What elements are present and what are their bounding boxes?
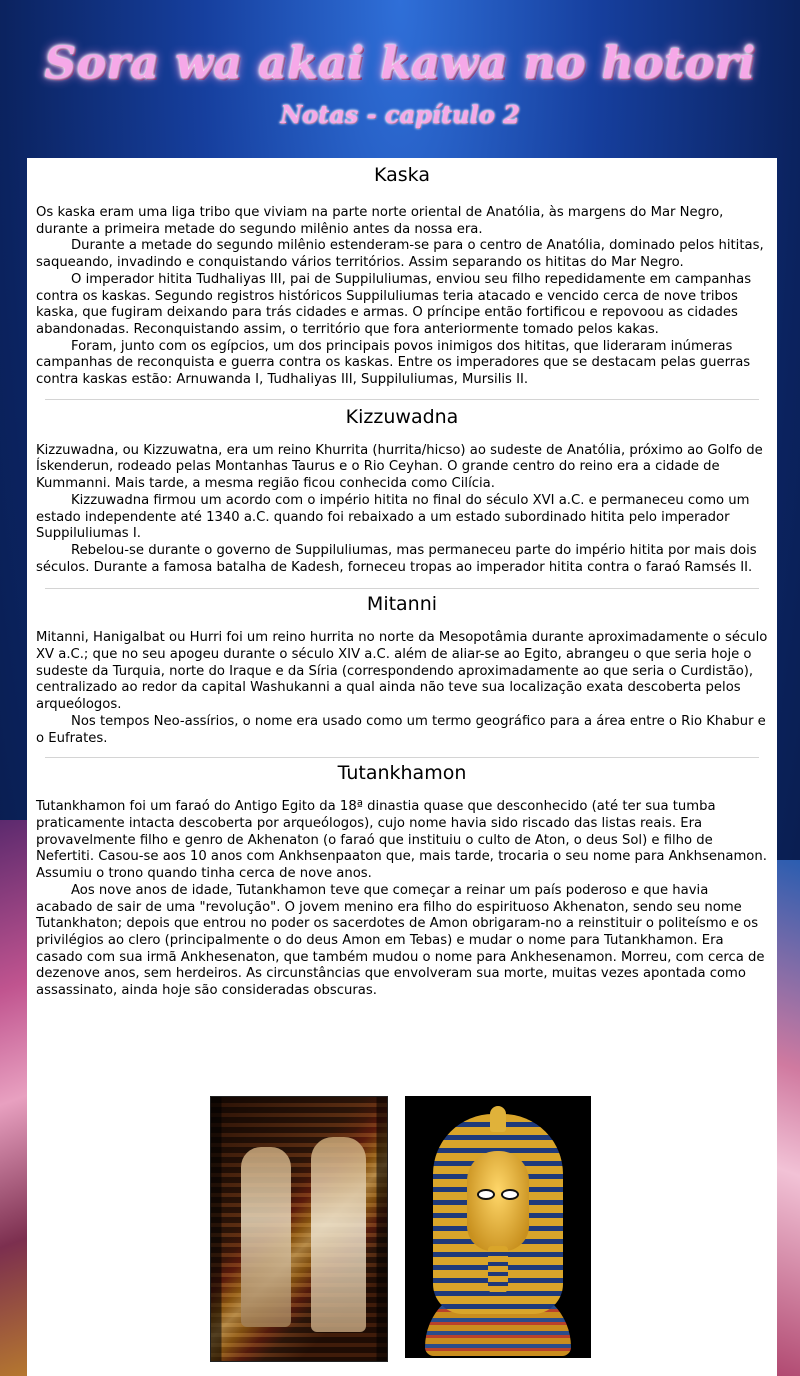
paragraph: Aos nove anos de idade, Tutankhamon teve que começar a reinar um país poderoso e que havia acabado de sair de uma "revolução". O jovem menino era filho do espirituoso Akhenaton, sendo seu nome Tutankhaton; depois que entrou no poder os sacerdotes de Amon obrigaram-no a reinstituir o politeísmo e os privilégios ao clero (principalmente o do deus Amon em Tebas) e mudar o nome para Tutankhamon. Era casado com sua irmã Ankhesenaton, que também mudou o nome para Ankhesenamon. Morreu, com cerca de dezenove anos, sem herdeiros. As circunstâncias que envolveram sua morte, muitas vezes apontada como assassinato, ainda hoje são consideradas obscuras.: [36, 882, 765, 999]
paragraph: Mitanni, Hanigalbat ou Hurri foi um reino hurrita no norte da Mesopotâmia durante aproximadamente o século XV a.C.; que no seu apogeu durante o século XIV a.C. além de aliar-se ao Egito, abrangeu o que seria hoje o sudeste da Turquia, norte do Iraque e da Síria (correspondendo aproximadamente ao que seria o Curdistão), centralizado ao redor da capital Washukanni a qual ainda não teve sua localização exata descoberta pelos arqueólogos.: [36, 630, 768, 713]
paragraph: Tutankhamon foi um faraó do Antigo Egito da 18ª dinastia quase que desconhecido (até ter sua tumba praticamente intacta descoberta por arqueólogos), cujo nome havia sido riscado das listas reais. Era provavelmente filho e genro de Akhenaton (o faraó que instituiu o culto de Aton, o deus Sol) e filho de Nefertiti. Casou-se aos 10 anos com Ankhsenpaaton que, mais tarde, trocaria o seu nome para Ankhsenamon. Assumiu o trono quando tinha cerca de nove anos.: [36, 799, 767, 882]
mask-cobra: [490, 1106, 506, 1132]
section-kaska: [36, 158, 768, 389]
paragraph: Os kaska eram uma liga tribo que viviam na parte norte oriental de Anatólia, às margens do Mar Negro, durante a primeira metade do segundo milênio antes da nossa era.: [36, 205, 724, 237]
paragraph: Kizzuwadna firmou um acordo com o império hitita no final do século XVI a.C. e permaneceu como um estado independente até 1340 a.C. quando foi rebaixado a um estado subordinado hitita pelo imperador Suppiluliumas I.: [36, 492, 750, 542]
section-title: Kizzuwadna: [345, 405, 459, 428]
painting-figure: [241, 1147, 291, 1327]
painting-figure: [311, 1137, 366, 1332]
paragraph: Rebelou-se durante o governo de Suppiluliumas, mas permaneceu parte do império hitita por mais dois séculos. Durante a famosa batalha de Kadesh, forneceu tropas ao imperador hitita contra o faraó Ramsés II.: [36, 542, 757, 575]
mask-eye: [501, 1189, 519, 1200]
content-panel: [27, 158, 777, 1376]
paragraph: Nos tempos Neo-assírios, o nome era usado como um termo geográfico para a área entre o Rio Khabur e o Eufrates.: [36, 713, 766, 746]
tomb-painting-image: [210, 1096, 388, 1362]
mask-face: [467, 1151, 529, 1251]
section-title: Tutankhamon: [337, 762, 467, 785]
section-title: Mitanni: [366, 593, 438, 616]
paragraph: O imperador hitita Tudhaliyas III, pai de Suppiluliumas, enviou seu filho repedidamente em campanhas contra os kaskas. Segundo registros históricos Suppiluliumas teria atacado e vencido cerca de nove tribos kaska, que fugiram deixando para trás cidades e armas. O príncipe então fortificou e repovoou as cidades abandonadas. Reconquistando assim, o território que fora anteriormente tomado pelos kakas.: [36, 271, 752, 337]
golden-mask-image: [405, 1096, 591, 1358]
section-mitanni: [36, 593, 768, 747]
paragraph: Kizzuwadna, ou Kizzuwatna, era um reino Khurrita (hurrita/hicso) ao sudeste de Anatólia, próximo ao Golfo de Ískenderun, rodeado pelas Montanhas Taurus e o Rio Ceyhan. O grande centro do reino era a cidade de Kummanni. Mais tarde, a mesma região ficou conhecida como Cilícia.: [36, 442, 763, 492]
mask-eye: [477, 1189, 495, 1200]
mask-beard: [488, 1246, 508, 1296]
paragraph: Foram, junto com os egípcios, um dos principais povos inimigos dos hititas, que lideraram inúmeras campanhas de reconquista e guerra contra os kaskas. Entre os imperadores que se destacam pelas guerras contra kaskas estão: Arnuwanda I, Tudhaliyas III, Suppiluliumas, Mursilis II.: [36, 338, 751, 388]
site-subtitle: Notas - capítulo 2: [280, 100, 520, 129]
section-kizzuwadna: [36, 406, 768, 577]
site-title: Sora wa akai kawa no hotori: [44, 38, 756, 89]
paragraph: Durante a metade do segundo milênio estenderam-se para o centro de Anatólia, dominado pelos hititas, saqueando, invadindo e conquistando vários territórios. Assim separando os hititas do Mar Negro.: [36, 238, 764, 271]
section-title: Kaska: [374, 164, 430, 186]
page-header: [0, 0, 800, 158]
illustrations: [210, 1096, 610, 1362]
section-tutankhamon: [36, 762, 768, 999]
